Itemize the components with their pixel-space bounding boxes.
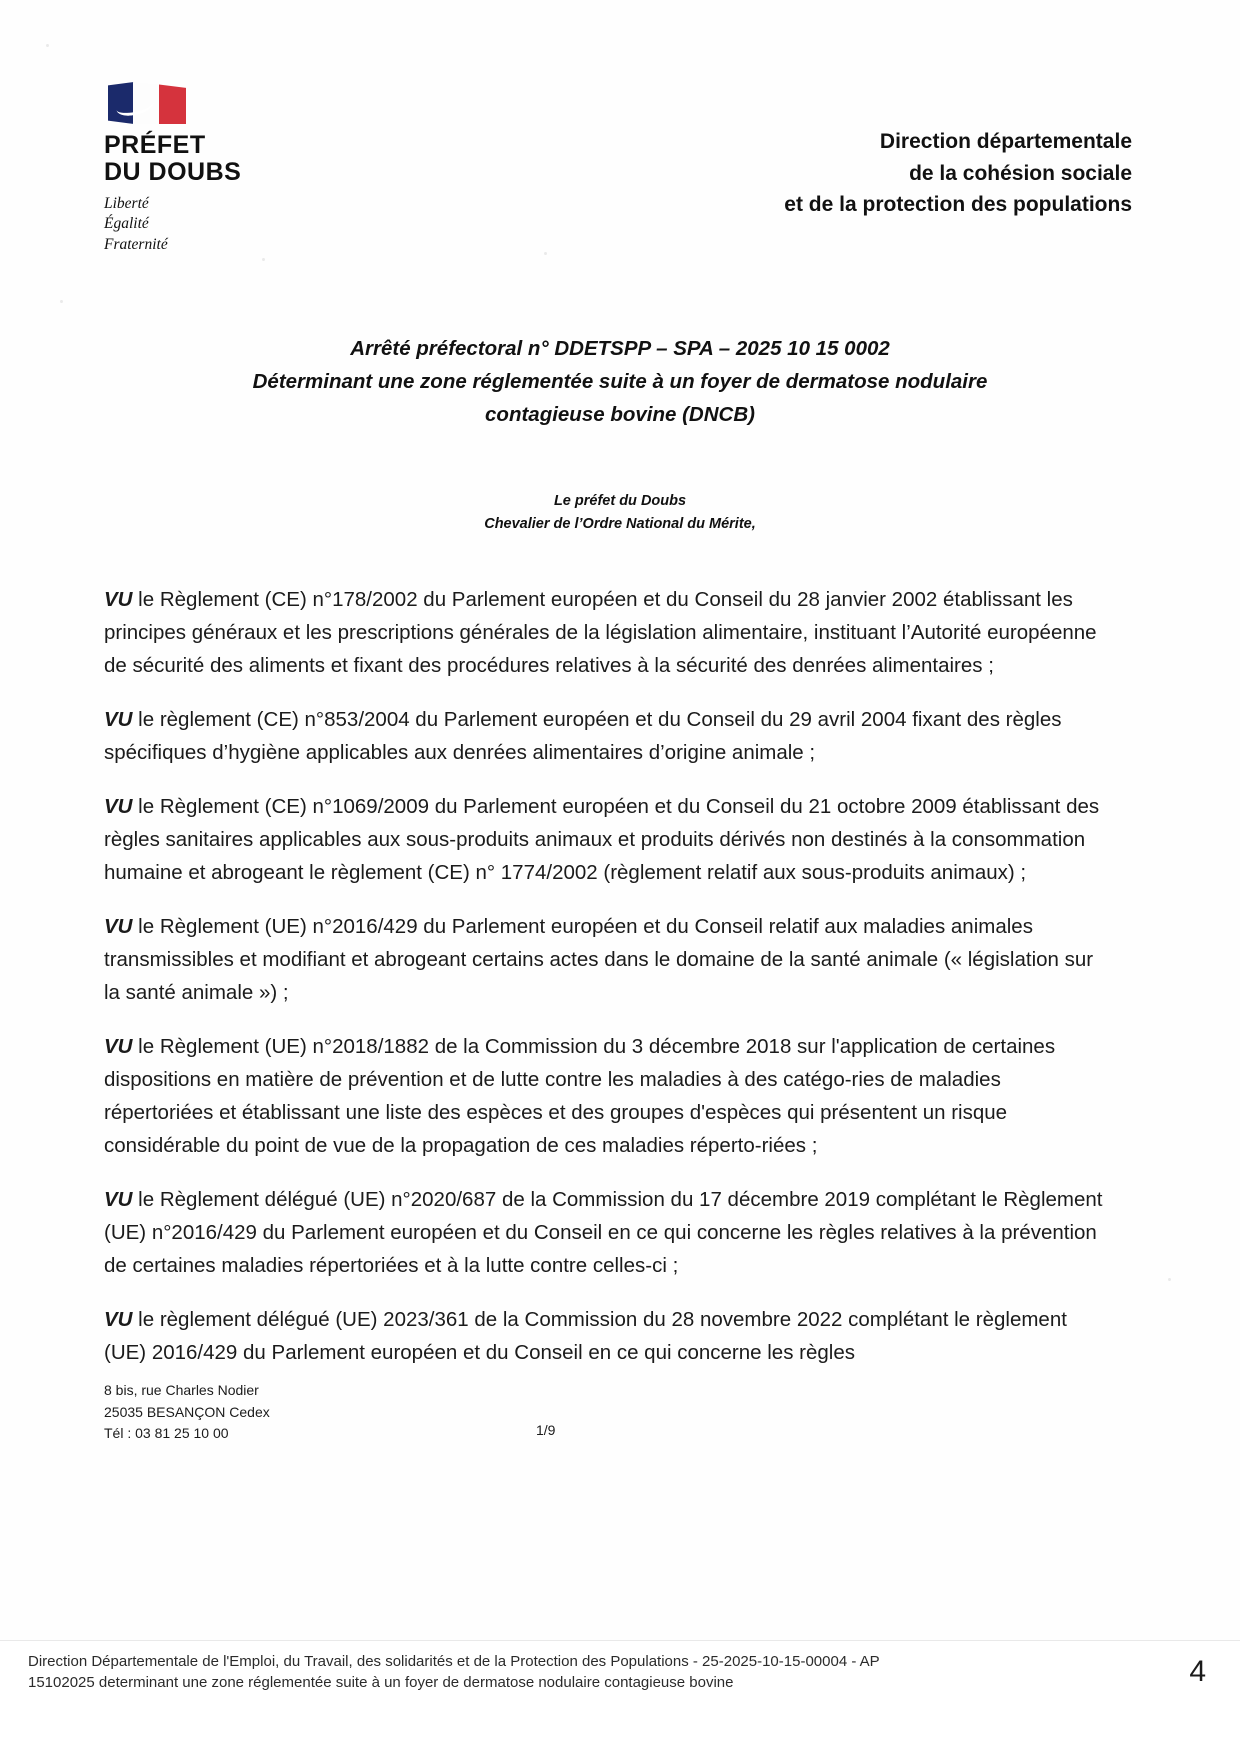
considerant-paragraph xyxy=(104,790,1108,890)
footer-address-line2: 25035 BESANÇON Cedex xyxy=(104,1403,270,1420)
page-number: 1/9 xyxy=(536,1422,556,1438)
french-flag-icon xyxy=(108,82,186,124)
considerant-paragraph xyxy=(104,583,1108,683)
page-title xyxy=(120,332,1120,432)
scan-footer-line2: 15102025 determinant une zone réglementée suite à un foyer de dermatose nodulaire contagieuse bovine xyxy=(28,1674,734,1692)
document-body xyxy=(104,562,1108,1389)
page-title-line1: Arrêté préfectoral n° DDETSPP – SPA – 2025 10 15 0002 xyxy=(350,337,890,360)
considerant-text: le règlement (CE) n°853/2004 du Parlement européen et du Conseil du 29 avril 2004 fixant des règles spécifiques d’hygiène applicables aux denrées alimentaires d’origine animale ; xyxy=(104,707,1062,764)
scan-footer xyxy=(0,1640,1240,1755)
considerant-paragraph xyxy=(104,1030,1108,1163)
page-title-line3: contagieuse bovine (DNCB) xyxy=(485,403,755,427)
service-name-line2: de la cohésion sociale xyxy=(909,161,1132,185)
considerant-paragraph xyxy=(104,1183,1108,1283)
page-title-line2: Déterminant une zone réglementée suite à un foyer de dermatose nodulaire xyxy=(252,370,988,394)
considerant-prefix: VU xyxy=(104,587,133,611)
prefecture-title-line2: DU DOUBS xyxy=(104,158,242,186)
considerant-prefix: VU xyxy=(104,1188,133,1212)
considerant-text: le règlement délégué (UE) 2023/361 de la Commission du 28 novembre 2022 complétant le règlement (UE) 2016/429 du Parlement européen et du Conseil en ce qui concerne les règles xyxy=(104,1308,1067,1365)
footer-address xyxy=(104,1380,270,1445)
motto-fraternite: Fraternité xyxy=(104,235,168,253)
considerant-paragraph xyxy=(104,910,1108,1010)
considerant-text: le Règlement (UE) n°2018/1882 de la Commission du 3 décembre 2018 sur l'application de certaines dispositions en matière de prévention et de lutte contre les maladies à des catégo-ries de maladies répertoriées et établissant une liste des espèces et des groupes d'espèces qui présentent un risque considérable du point de vue de la propagation de ces maladies réperto-riées ; xyxy=(104,1034,1056,1158)
scan-footer-caption xyxy=(28,1651,1078,1694)
considerant-text: le Règlement (CE) n°1069/2009 du Parlement européen et du Conseil du 21 octobre 2009 établissant des règles sanitaires applicables aux sous-produits animaux et produits dérivés non destinés à la consommation humaine et abrogeant le règlement (CE) n° 1774/2002 (règlement relatif aux sous-produits animaux) ; xyxy=(104,794,1100,884)
prefecture-title-line1: PRÉFET xyxy=(104,131,206,159)
service-name-line3: et de la protection des populations xyxy=(784,193,1132,216)
considerant-prefix: VU xyxy=(104,794,133,818)
considerant-prefix: VU xyxy=(104,1034,133,1058)
considerant-text: le Règlement (CE) n°178/2002 du Parlement européen et du Conseil du 28 janvier 2002 établissant les principes généraux et les prescriptions générales de la législation alimentaire, instituant l’Autorité européenne de sécurité des aliments et fixant des procédures relatives à la sécurité des denrées alimentaires ; xyxy=(104,587,1097,677)
footer-address-line3: Tél : 03 81 25 10 00 xyxy=(104,1425,229,1442)
scan-footer-line1: Direction Départementale de l'Emploi, du Travail, des solidarités et de la Protection des Populations - 25-2025-10-15-00004 - AP xyxy=(28,1653,880,1670)
signatory-block xyxy=(120,490,1120,536)
motto-egalite: Égalité xyxy=(104,215,149,233)
considerant-text: le Règlement délégué (UE) n°2020/687 de la Commission du 17 décembre 2019 complétant le Règlement (UE) n°2016/429 du Parlement européen et du Conseil en ce qui concerne les règles relatives à la prévention de certaines maladies répertoriées et à la lutte contre celles-ci ; xyxy=(104,1188,1103,1278)
considerant-prefix: VU xyxy=(104,914,133,938)
service-name xyxy=(512,126,1132,221)
considerant-text: le Règlement (UE) n°2016/429 du Parlement européen et du Conseil relatif aux maladies animales transmissibles et modifiant et abrogeant certains actes dans le domaine de la santé animale (« législation sur la santé animale ») ; xyxy=(104,914,1094,1005)
considerant-prefix: VU xyxy=(104,1308,133,1332)
service-name-line1: Direction départementale xyxy=(879,130,1132,153)
signatory-line2: Chevalier de l’Ordre National du Mérite, xyxy=(484,516,756,533)
prefecture-logo-block xyxy=(104,82,344,255)
considerant-paragraph xyxy=(104,1303,1108,1369)
considerant-prefix: VU xyxy=(104,707,133,731)
scan-speck xyxy=(1168,1278,1171,1281)
scan-speck xyxy=(60,300,63,303)
document-header xyxy=(0,0,1240,260)
footer-address-line1: 8 bis, rue Charles Nodier xyxy=(104,1382,259,1398)
motto-liberte: Liberté xyxy=(104,195,149,212)
scan-footer-page-index: 4 xyxy=(1189,1655,1206,1688)
considerant-paragraph xyxy=(104,703,1108,769)
republic-motto xyxy=(104,194,344,255)
signatory-line1: Le préfet du Doubs xyxy=(553,493,687,509)
